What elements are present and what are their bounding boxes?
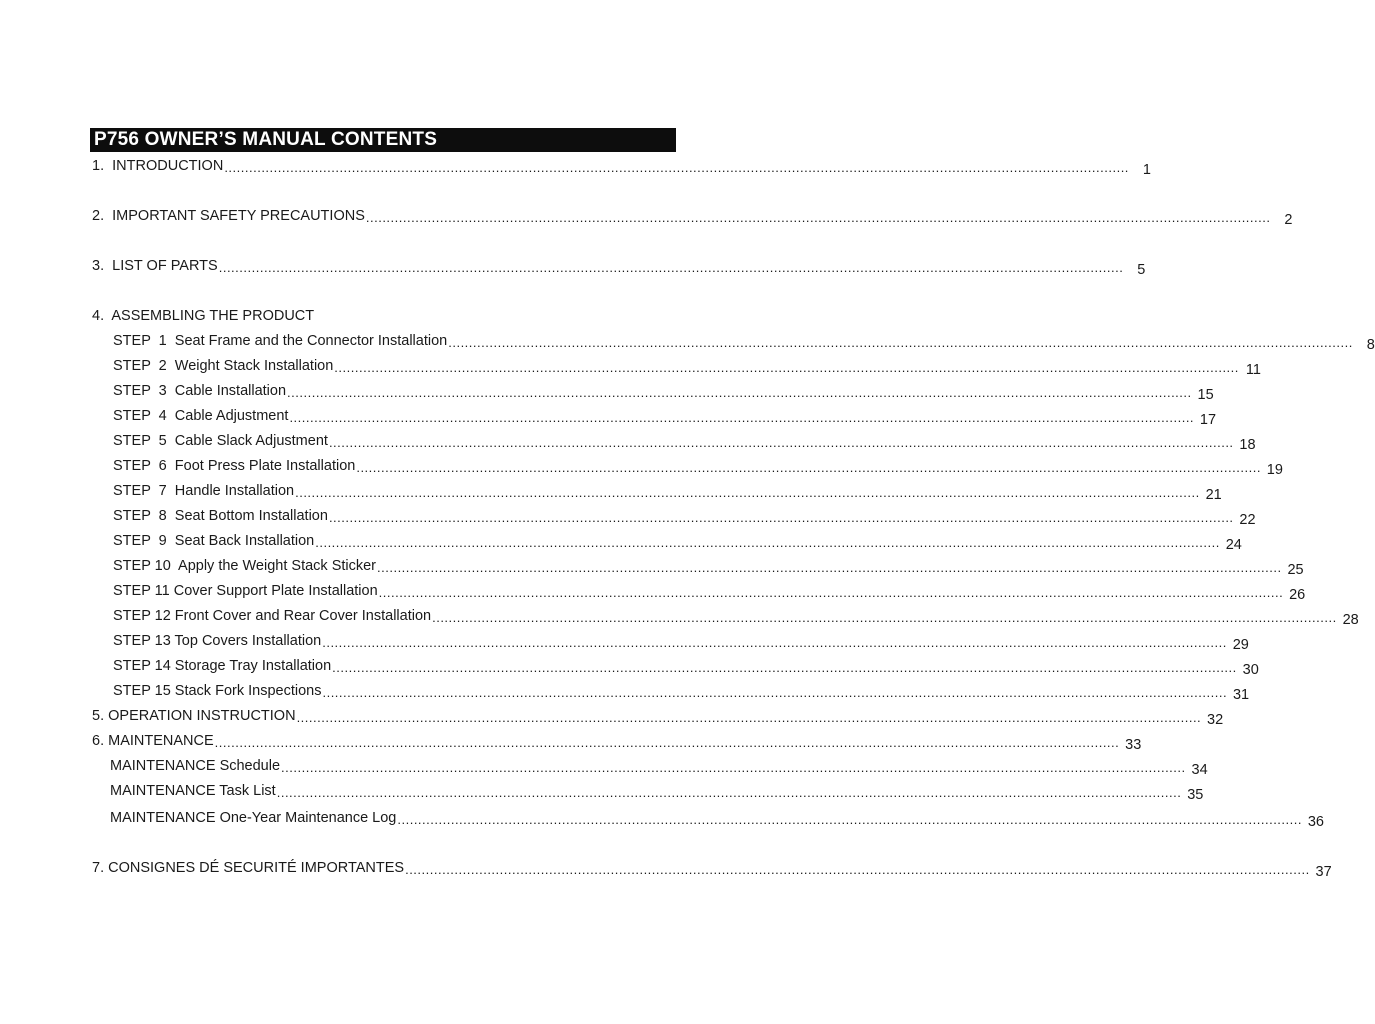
toc-entry[interactable] bbox=[110, 808, 1324, 830]
toc-page-number: 11 bbox=[1245, 362, 1261, 378]
toc-entry[interactable] bbox=[113, 631, 1249, 653]
toc-page-number: 22 bbox=[1239, 512, 1256, 528]
dot-leader: ............................................................................................................................................................................................................................ bbox=[332, 660, 1237, 675]
toc-entry[interactable] bbox=[113, 481, 1222, 503]
toc-title: P756 OWNER’S MANUAL CONTENTS bbox=[90, 128, 676, 152]
toc-entry[interactable] bbox=[113, 556, 1304, 578]
dot-leader: ............................................................................................................................................................................................................................ bbox=[365, 210, 1271, 225]
toc-entry-title: STEP 4 Cable Adjustment bbox=[113, 408, 289, 424]
dot-leader: ............................................................................................................................................................................................................................ bbox=[328, 510, 1234, 525]
toc-page-number: 35 bbox=[1187, 787, 1204, 803]
dot-leader: ............................................................................................................................................................................................................................ bbox=[356, 460, 1261, 475]
toc-entry[interactable] bbox=[113, 431, 1256, 453]
toc-entry-title: STEP 5 Cable Slack Adjustment bbox=[113, 433, 328, 449]
toc-entry[interactable] bbox=[113, 656, 1259, 678]
toc-page-number: 8 bbox=[1366, 337, 1375, 353]
dot-leader: ............................................................................................................................................................................................................................ bbox=[296, 710, 1202, 725]
toc-entry-title: 7. CONSIGNES DÉ SECURITÉ IMPORTANTES bbox=[92, 860, 405, 876]
toc-entry-title: STEP 13 Top Covers Installation bbox=[113, 633, 322, 649]
toc-page-number: 32 bbox=[1207, 712, 1224, 728]
toc-entry-title: 1. INTRODUCTION bbox=[92, 158, 224, 174]
toc-page-number: 37 bbox=[1315, 864, 1332, 880]
toc-page-number: 17 bbox=[1199, 412, 1217, 428]
dot-leader: ............................................................................................................................................................................................................................ bbox=[377, 560, 1282, 575]
dot-leader: ............................................................................................................................................................................................................................ bbox=[214, 735, 1120, 750]
dot-leader: ............................................................................................................................................................................................................................ bbox=[224, 160, 1129, 175]
toc-entry-title: STEP 11 Cover Support Plate Installation bbox=[113, 583, 378, 599]
toc-entry[interactable] bbox=[113, 456, 1283, 478]
toc-page-number: 1 bbox=[1142, 162, 1151, 178]
toc-entry[interactable] bbox=[92, 731, 1142, 753]
toc-page-number: 15 bbox=[1197, 387, 1214, 403]
toc-entry-title: STEP 1 Seat Frame and the Connector Installation bbox=[113, 333, 448, 349]
dot-leader: ............................................................................................................................................................................................................................ bbox=[322, 685, 1228, 700]
dot-leader: ............................................................................................................................................................................................................................ bbox=[432, 610, 1337, 625]
toc-entry-title: STEP 8 Seat Bottom Installation bbox=[113, 508, 328, 524]
dot-leader: ............................................................................................................................................................................................................................ bbox=[295, 485, 1200, 500]
toc-page-number: 31 bbox=[1232, 687, 1250, 703]
toc-page-number: 29 bbox=[1232, 637, 1249, 653]
toc-page-number: 2 bbox=[1284, 212, 1293, 228]
toc-entry[interactable] bbox=[92, 156, 1151, 178]
toc-entry[interactable] bbox=[110, 756, 1208, 778]
dot-leader: ............................................................................................................................................................................................................................ bbox=[276, 785, 1182, 800]
dot-leader: ............................................................................................................................................................................................................................ bbox=[334, 360, 1239, 375]
dot-leader: ............................................................................................................................................................................................................................ bbox=[287, 385, 1192, 400]
toc-entry-title: 6. MAINTENANCE bbox=[92, 733, 214, 749]
dot-leader: ............................................................................................................................................................................................................................ bbox=[289, 410, 1195, 425]
toc-entry[interactable] bbox=[113, 531, 1242, 553]
toc-page-number: 36 bbox=[1307, 814, 1324, 830]
toc-entry[interactable] bbox=[113, 356, 1261, 378]
toc-entry-title: MAINTENANCE Schedule bbox=[110, 758, 281, 774]
toc-page-number: 26 bbox=[1289, 587, 1306, 603]
dot-leader: ............................................................................................................................................................................................................................ bbox=[405, 862, 1310, 877]
toc-entry-title: 2. IMPORTANT SAFETY PRECAUTIONS bbox=[92, 208, 365, 224]
toc-page-number: 19 bbox=[1266, 462, 1283, 478]
dot-leader: ............................................................................................................................................................................................................................ bbox=[322, 635, 1227, 650]
toc-page-number: 18 bbox=[1239, 437, 1256, 453]
toc-entry[interactable] bbox=[113, 606, 1359, 628]
toc-entry[interactable] bbox=[113, 381, 1214, 403]
toc-entry-title: STEP 10 Apply the Weight Stack Sticker bbox=[113, 558, 377, 574]
toc-entry-title: STEP 15 Stack Fork Inspections bbox=[113, 683, 322, 699]
toc-entry-title: STEP 6 Foot Press Plate Installation bbox=[113, 458, 356, 474]
toc-section-heading: 4. ASSEMBLING THE PRODUCT bbox=[92, 308, 315, 324]
toc-entry[interactable] bbox=[92, 706, 1224, 728]
toc-page-number: 21 bbox=[1205, 487, 1222, 503]
toc-page-number: 24 bbox=[1225, 537, 1242, 553]
toc-entry-title: STEP 14 Storage Tray Installation bbox=[113, 658, 332, 674]
toc-entry[interactable] bbox=[113, 506, 1256, 528]
toc-page-number: 33 bbox=[1125, 737, 1142, 753]
toc-entry[interactable] bbox=[113, 331, 1375, 353]
dot-leader: ............................................................................................................................................................................................................................ bbox=[328, 435, 1234, 450]
toc-page-number: 5 bbox=[1137, 262, 1146, 278]
toc-entry-title: STEP 7 Handle Installation bbox=[113, 483, 295, 499]
toc-entry[interactable] bbox=[113, 406, 1217, 428]
dot-leader: ............................................................................................................................................................................................................................ bbox=[281, 760, 1186, 775]
dot-leader: ............................................................................................................................................................................................................................ bbox=[448, 335, 1353, 350]
toc-entry[interactable] bbox=[92, 206, 1293, 228]
toc-entry-title: MAINTENANCE One-Year Maintenance Log bbox=[110, 810, 397, 826]
toc-page-number: 34 bbox=[1191, 762, 1208, 778]
toc-entry[interactable] bbox=[110, 781, 1204, 803]
toc-entry-title: STEP 2 Weight Stack Installation bbox=[113, 358, 334, 374]
toc-page-number: 28 bbox=[1342, 612, 1359, 628]
toc-entry-title: STEP 12 Front Cover and Rear Cover Installation bbox=[113, 608, 432, 624]
toc-entry[interactable] bbox=[113, 581, 1306, 603]
toc-page-number: 25 bbox=[1287, 562, 1304, 578]
dot-leader: ............................................................................................................................................................................................................................ bbox=[315, 535, 1220, 550]
toc-entry-title: MAINTENANCE Task List bbox=[110, 783, 276, 799]
toc-entry-title: STEP 3 Cable Installation bbox=[113, 383, 287, 399]
toc-entry[interactable] bbox=[92, 256, 1146, 278]
toc-entry-title: 5. OPERATION INSTRUCTION bbox=[92, 708, 296, 724]
toc-entry[interactable] bbox=[113, 681, 1250, 703]
toc-entry[interactable] bbox=[92, 858, 1332, 880]
toc-page-number: 30 bbox=[1242, 662, 1259, 678]
toc-entry-title: STEP 9 Seat Back Installation bbox=[113, 533, 315, 549]
dot-leader: ............................................................................................................................................................................................................................ bbox=[397, 812, 1302, 827]
dot-leader: ............................................................................................................................................................................................................................ bbox=[218, 260, 1124, 275]
toc-entry-title: 3. LIST OF PARTS bbox=[92, 258, 218, 274]
dot-leader: ............................................................................................................................................................................................................................ bbox=[378, 585, 1284, 600]
